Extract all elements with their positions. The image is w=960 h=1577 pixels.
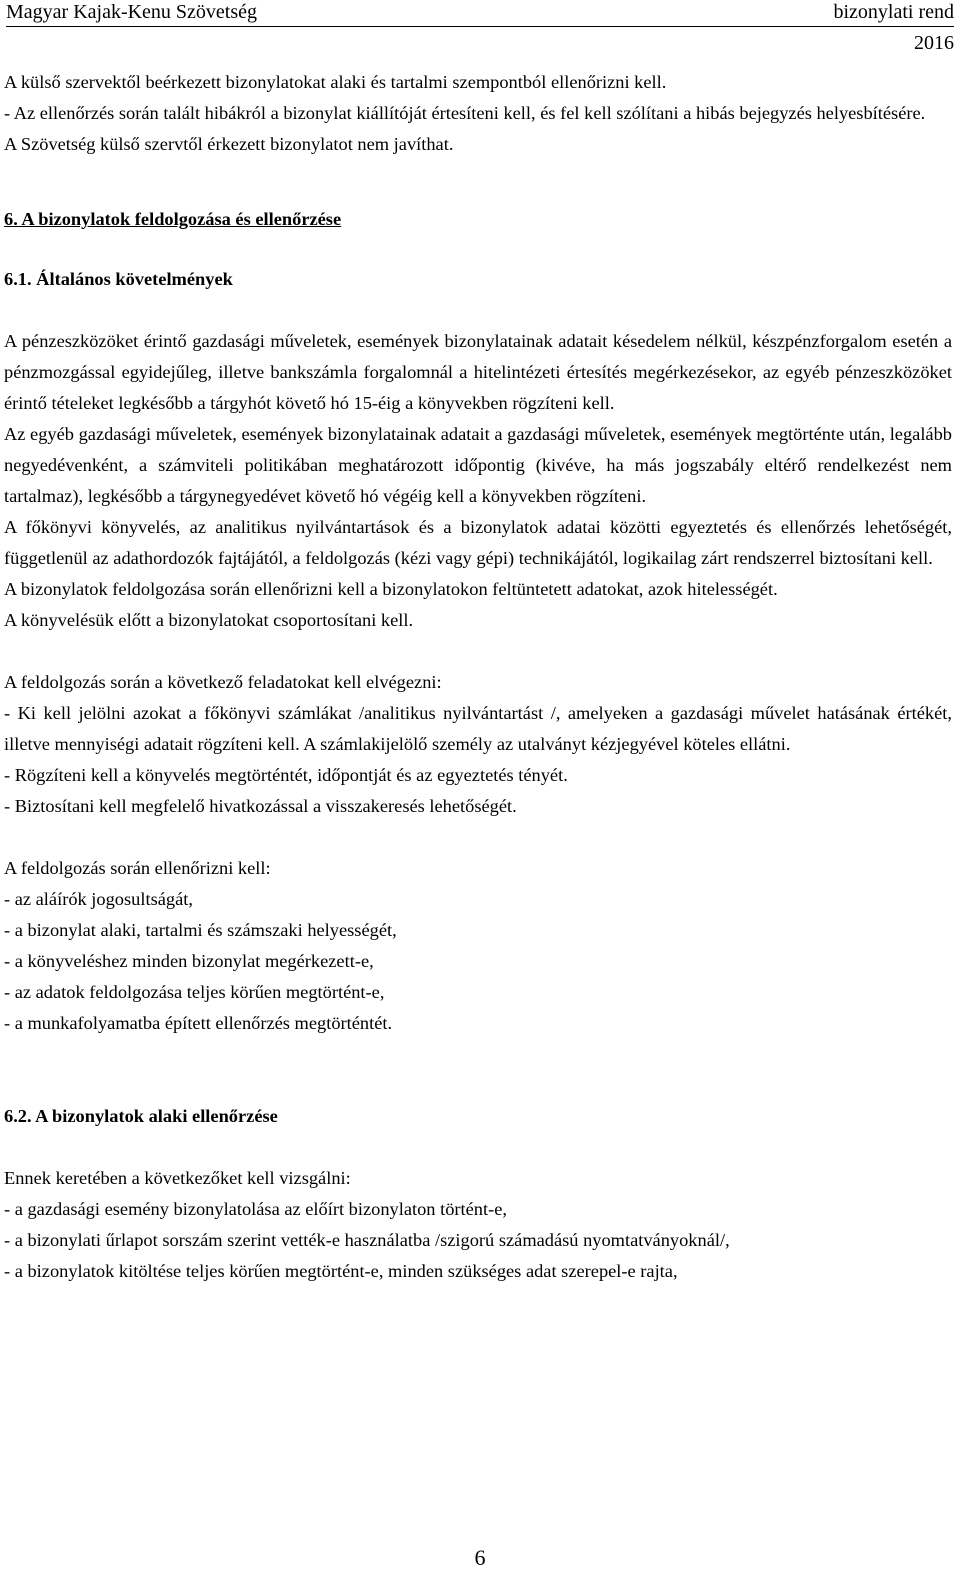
list-item: - a gazdasági esemény bizonylatolása az előírt bizonylaton történt-e, [4,1199,507,1219]
organization-name: Magyar Kajak-Kenu Szövetség [6,1,258,23]
body-paragraph: A könyvelésük előtt a bizonylatokat csoportosítani kell. [4,610,414,630]
body-paragraph: A pénzeszközöket érintő gazdasági műveletek, események bizonylatainak adatait késedelem nélkül, készpénzforgalom esetén a pénzmozgással egyidejűleg, illetve bankszámla forgalomnál a hitelintézeti értesítés megérkezésekor, az egyéb pénzeszközöket érintő tételeket legkésőbb a tárgyhót követő hó 15-éig a könyvekben rögzíteni kell. [4,331,952,413]
list-item: - a bizonylatok kitöltése teljes körűen megtörtént-e, minden szükséges adat szerepel-e rajta, [4,1261,678,1281]
list-item: - Rögzíteni kell a könyvelés megtörténtét, időpontját és az egyeztetés tényét. [4,765,568,785]
document-body [4,67,952,1287]
list-item: - Ki kell jelölni azokat a főkönyvi számlákat /analitikus nyilvántartást /, amelyeken a gazdasági művelet hatásának értékét, illetve mennyiségi adatait rögzíteni kell. A számlakijelölő személy az utalványt kézjegyével köteles ellátni. [4,703,952,754]
section-6-1-heading: 6.1. Általános követelmények [4,269,233,289]
section-6-2-heading: 6.2. A bizonylatok alaki ellenőrzése [4,1106,278,1126]
list-item: - a bizonylati űrlapot sorszám szerint vették-e használatba /szigorú számadású nyomtatványoknál/, [4,1230,730,1250]
checks-intro: A feldolgozás során ellenőrizni kell: [4,858,271,878]
document-year: 2016 [914,32,954,54]
list-item: - az aláírók jogosultságát, [4,889,193,909]
intro-paragraph: - Az ellenőrzés során talált hibákról a bizonylat kiállítóját értesíteni kell, és fel kell szólítani a hibás bejegyzés helyesbítésére. [4,103,926,123]
list-item: - a munkafolyamatba épített ellenőrzés megtörténtét. [4,1013,393,1033]
body-paragraph: Az egyéb gazdasági műveletek, események bizonylatainak adatait a gazdasági műveletek, események megtörténte után, legalább negyedévenként, a számviteli politikában meghatározott időpontig (kivéve, ha más jogszabály eltérő rendelkezést nem tartalmaz), legkésőbb a tárgynegyedévet követő hó végéig kell a könyvekben rögzíteni. [4,424,952,506]
list-item: - a könyveléshez minden bizonylat megérkezett-e, [4,951,374,971]
page-number: 6 [474,1545,486,1570]
body-paragraph: A főkönyvi könyvelés, az analitikus nyilvántartások és a bizonylatok adatai közötti egyeztetés és ellenőrzés lehetőségét, függetlenül az adathordozók fajtájától, a feldolgozás (kézi vagy gépi) technikájától, logikailag zárt rendszerrel biztosítani kell. [4,517,952,568]
list-item: - a bizonylat alaki, tartalmi és számszaki helyességét, [4,920,397,940]
intro-paragraph: A Szövetség külső szervtől érkezett bizonylatot nem javíthat. [4,134,454,154]
body-paragraph: A bizonylatok feldolgozása során ellenőrizni kell a bizonylatokon feltüntetett adatokat, azok hitelességét. [4,579,778,599]
tasks-intro: A feldolgozás során a következő feladatokat kell elvégezni: [4,672,442,692]
list-item: - az adatok feldolgozása teljes körűen megtörtént-e, [4,982,385,1002]
section-6-2-intro: Ennek keretében a következőket kell vizsgálni: [4,1168,351,1188]
list-item: - Biztosítani kell megfelelő hivatkozással a visszakeresés lehetőségét. [4,796,517,816]
page-header [6,0,954,27]
document-title: bizonylati rend [833,1,954,23]
section-6-heading: 6. A bizonylatok feldolgozása és ellenőrzése [4,209,342,229]
intro-paragraph: A külső szervektől beérkezett bizonylatokat alaki és tartalmi szempontból ellenőrizni kell. [4,72,667,92]
